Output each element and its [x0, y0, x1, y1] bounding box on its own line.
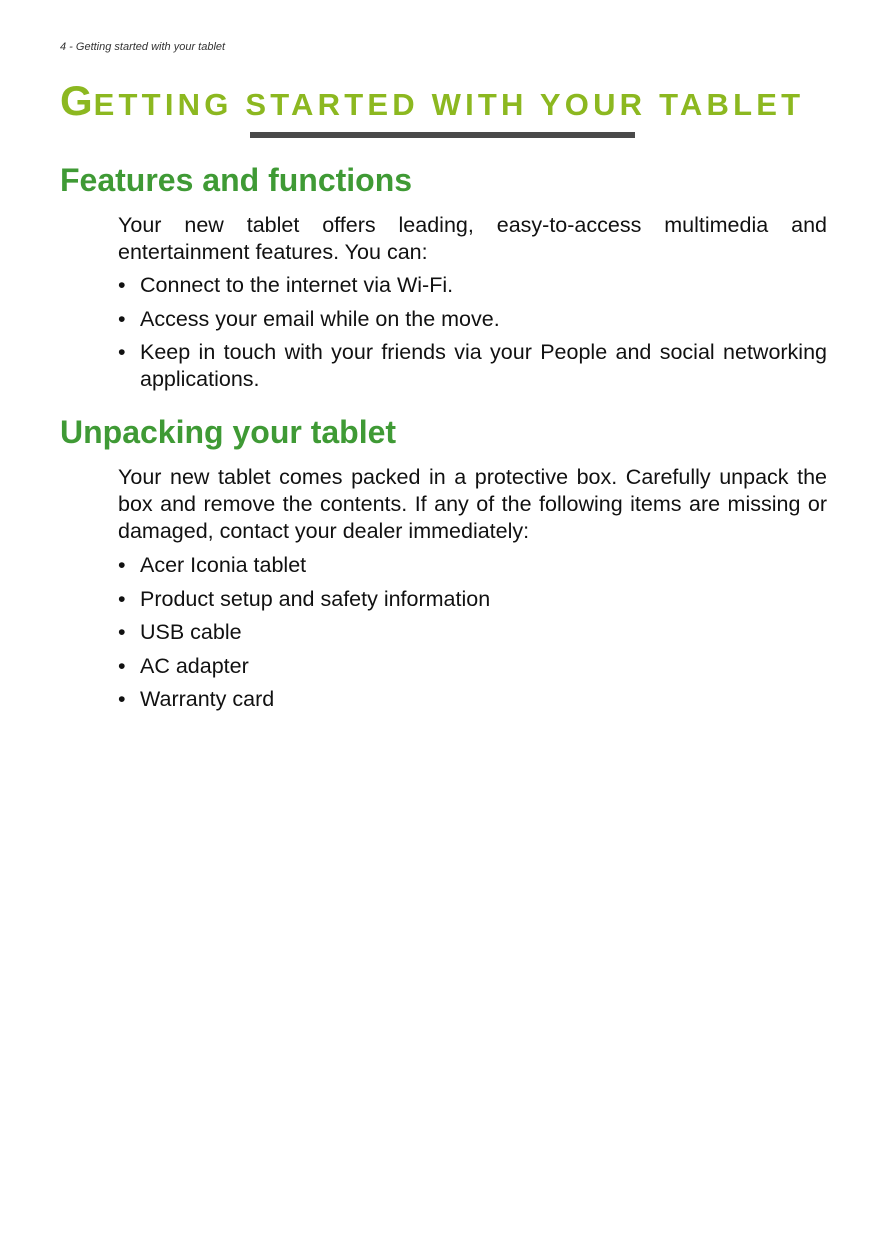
features-list — [118, 272, 827, 400]
list-item-text: Connect to the internet via Wi-Fi. — [140, 273, 454, 297]
title-underline-rule — [250, 132, 635, 138]
list-item-text: Access your email while on the move. — [140, 306, 500, 331]
list-item-text: Keep in touch with your friends via your People and social networking applications. — [140, 340, 827, 391]
list-item — [118, 272, 827, 299]
bullet-icon: • — [118, 586, 126, 611]
bullet-icon: • — [118, 273, 126, 297]
features-intro-paragraph: Your new tablet offers leading, easy-to-access multimedia and entertainment features. You can: — [118, 213, 827, 264]
bullet-icon: • — [118, 553, 126, 577]
bullet-icon: • — [118, 687, 126, 711]
bullet-icon: • — [118, 340, 126, 364]
list-item — [118, 586, 827, 613]
bullet-icon: • — [118, 653, 126, 678]
unpacking-list — [118, 552, 827, 720]
chapter-title — [60, 77, 805, 124]
list-item — [118, 686, 827, 713]
section-heading-features: Features and functions — [60, 162, 413, 198]
list-item — [118, 619, 827, 646]
bullet-icon: • — [118, 306, 126, 331]
list-item — [118, 339, 827, 393]
list-item-text: Acer Iconia tablet — [140, 553, 307, 577]
bullet-icon: • — [118, 620, 126, 644]
running-header: 4 - Getting started with your tablet — [60, 41, 226, 53]
list-item — [118, 653, 827, 680]
chapter-title-initial: G — [60, 77, 94, 124]
chapter-title-rest: ETTING STARTED WITH YOUR TABLET — [93, 87, 805, 122]
unpacking-intro-paragraph: Your new tablet comes packed in a protective box. Carefully unpack the box and remove the contents. If any of the following items are missing or damaged, contact your dealer immediately: — [118, 465, 827, 543]
list-item-text: Warranty card — [140, 687, 275, 711]
list-item — [118, 552, 827, 579]
list-item-text: AC adapter — [140, 653, 249, 678]
section-heading-unpacking: Unpacking your tablet — [60, 414, 397, 450]
list-item-text: USB cable — [140, 620, 242, 644]
list-item-text: Product setup and safety information — [140, 586, 491, 611]
list-item — [118, 306, 827, 333]
